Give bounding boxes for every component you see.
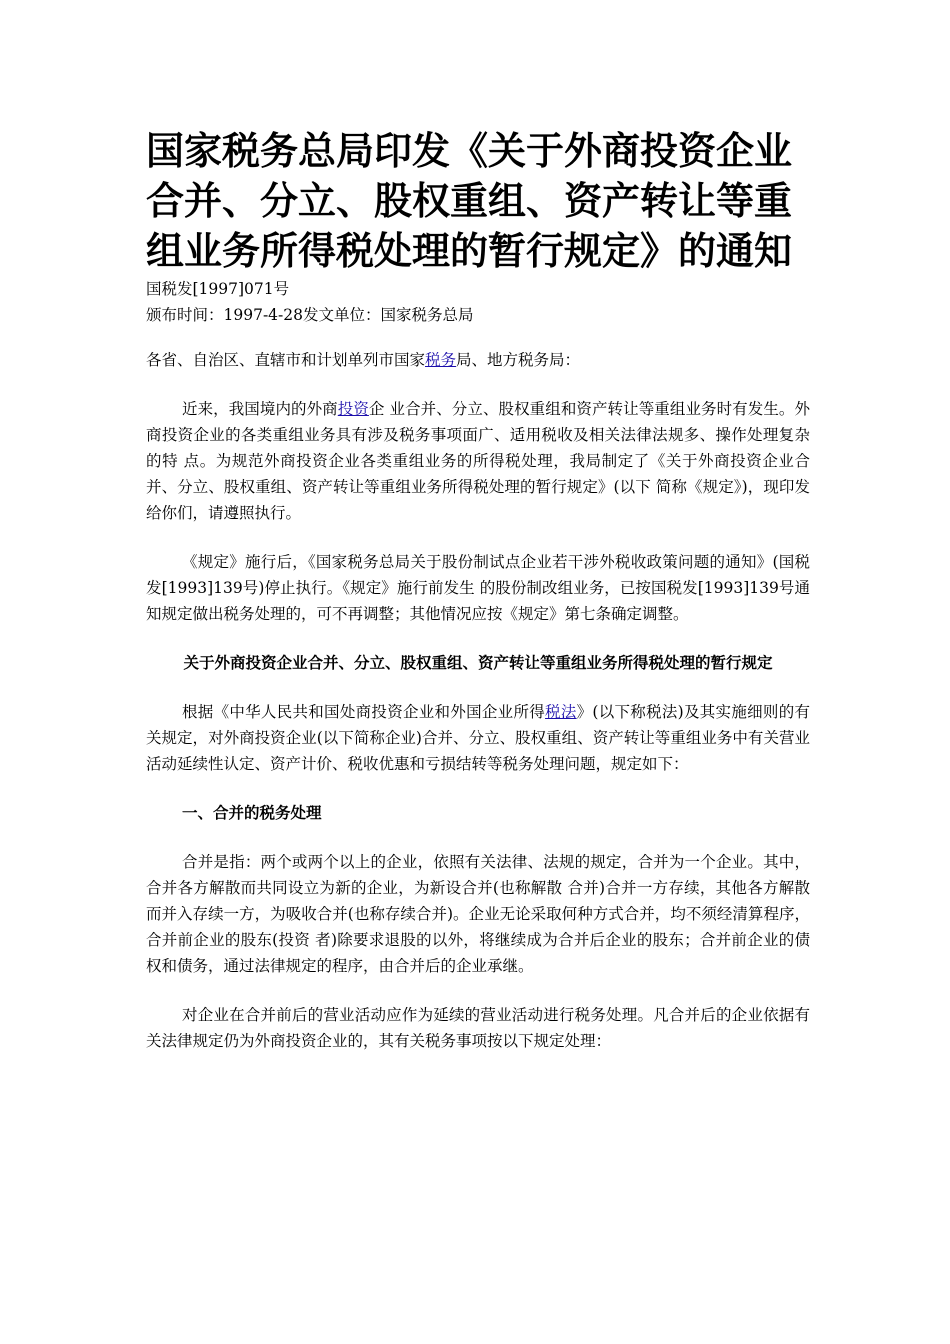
basis-paragraph [146,699,810,777]
merger-treatment-paragraph: 对企业在合并前后的营业活动应作为延续的营业活动进行税务处理。凡合并后的企业依据有关法律规定仍为外商投资企业的，其有关税务事项按以下规定处理： [146,1006,810,1050]
intro-text-before: 近来，我国境内的外商 [182,400,338,418]
intro-text-after: 企 业合并、分立、股权重组和资产转让等重组业务时有发生。外商投资企业的各类重组业务具有涉及税务事项面广、适用税收及相关法律法规多、操作处理复杂的特 点。为规范外商投资企业各类重组业务的所得税处理，我局制定了《关于外商投资企业合并、分立、股权重组、资产转让等重组业务所得税处理的暂行规定》(以下 简称《规定》)，现印发给你们，请遵照执行。 [146,400,810,522]
document-page [146,126,810,1054]
addressee-text-after: 局、地方税务局： [456,351,581,369]
merger-definition-paragraph: 合并是指：两个或两个以上的企业，依照有关法律、法规的规定，合并为一个企业。其中，合并各方解散而共同设立为新的企业，为新设合并(也称解散 合并)合并一方存续，其他各方解散而并入存续一方，为吸收合并(也称存续合并)。企业无论采取何种方式合并，均不须经清算程序，合并前企业的股东(投资 者)除要求退股的以外，将继续成为合并后企业的股东；合并前企业的债权和债务，通过法律规定的程序，由合并后的企业承继。 [146,853,810,975]
section-heading-merger: 一、合并的税务处理 [182,804,322,822]
issue-info: 颁布时间：1997-4-28发文单位：国家税务总局 [146,306,474,324]
addressee-text-before: 各省、自治区、直辖市和计划单列市国家 [146,351,426,369]
investment-link[interactable]: 投资 [337,400,369,418]
effect-paragraph: 《规定》施行后，《国家税务总局关于股份制试点企业若干涉外税收政策问题的通知》(国税发[1993]139号)停止执行。《规定》施行前发生 的股份制改组业务，已按国税发[1993]139号通知规定做出税务处理的，可不再调整；其他情况应按《规定》第七条确定调整。 [146,553,810,623]
document-number: 国税发[1997]071号 [146,280,290,298]
tax-law-link[interactable]: 税法 [545,703,577,721]
regulation-subtitle: 关于外商投资企业合并、分立、股权重组、资产转让等重组业务所得税处理的暂行规定 [183,654,773,672]
addressee-line [146,347,810,373]
intro-paragraph [146,396,810,526]
basis-text-before: 根据《中华人民共和国处商投资企业和外国企业所得 [182,703,546,721]
basis-text-after: 》(以下称税法)及其实施细则的有关规定，对外商投资企业(以下简称企业)合并、分立、股权重组、资产转让等重组业务中有关营业活动延续性认定、资产计价、税收优惠和亏损结转等税务处理问题，规定如下： [146,703,810,773]
tax-link[interactable]: 税务 [425,351,457,369]
document-title: 国家税务总局印发《关于外商投资企业合并、分立、股权重组、资产转让等重组业务所得税处理的暂行规定》的通知 [146,129,793,273]
